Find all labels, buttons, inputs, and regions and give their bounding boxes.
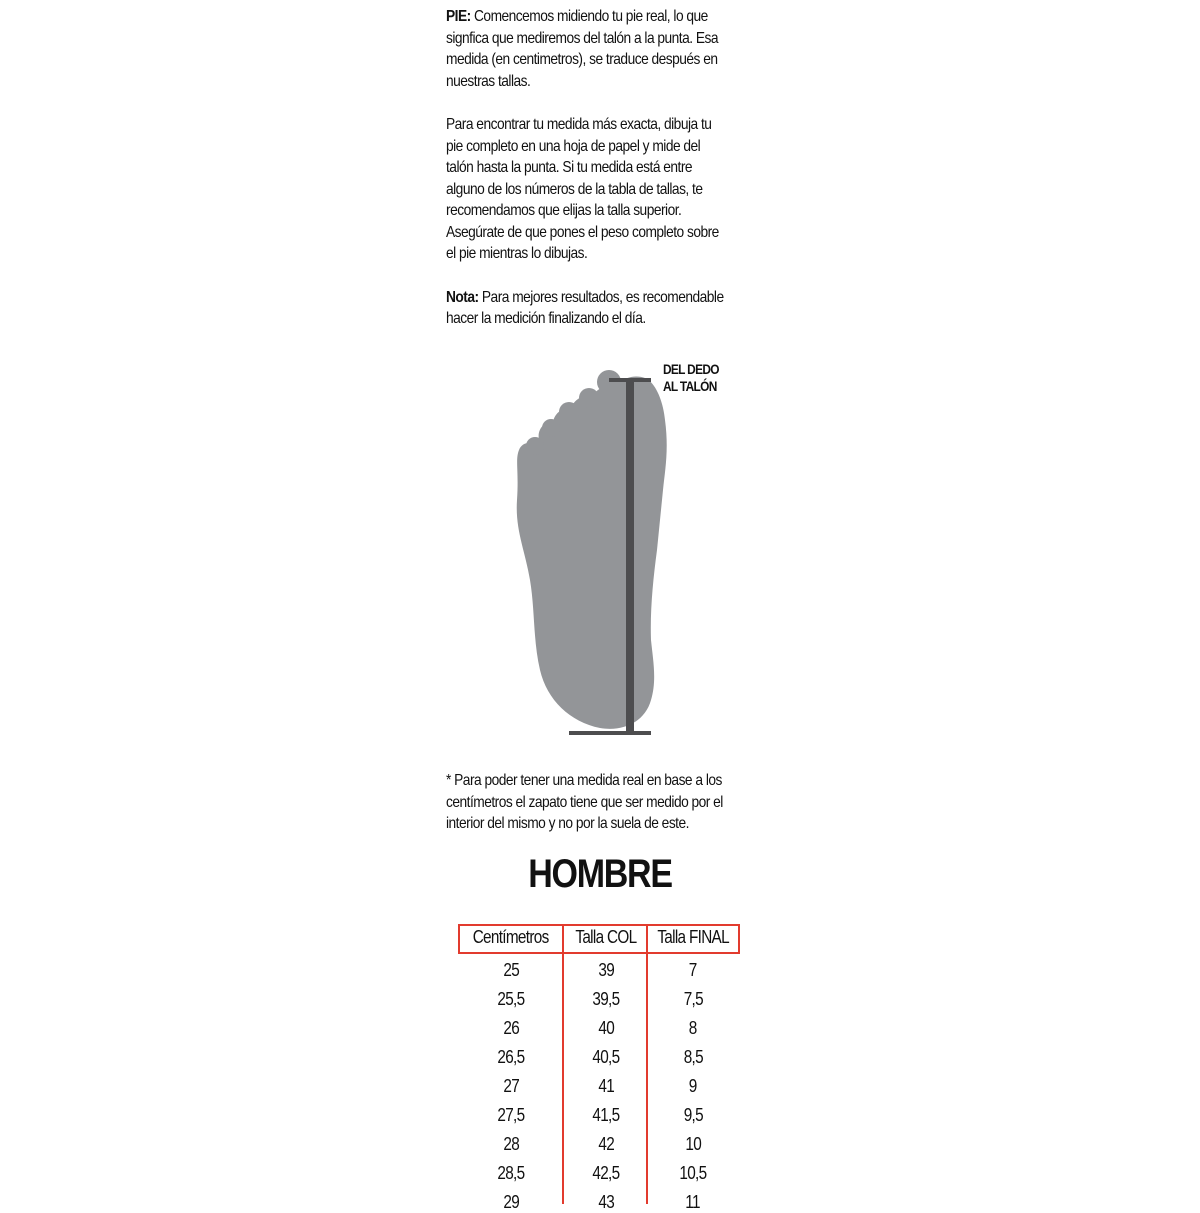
table-cell-value: 28,5: [497, 1163, 525, 1183]
table-cell: [648, 960, 738, 981]
section-title: HOMBRE: [528, 852, 672, 896]
table-cell: [458, 1163, 564, 1184]
toe-4-shape: [542, 419, 560, 437]
diagram-label: [663, 361, 757, 395]
diagram-label-line2: AL TALÓN: [663, 378, 717, 394]
table-cell: [564, 1047, 648, 1068]
table-cell: [458, 1192, 564, 1213]
table-cell: [648, 1134, 738, 1155]
table-cell: [648, 1192, 738, 1213]
table-cell-value: 42: [598, 1134, 614, 1154]
table-cell: [648, 1018, 738, 1039]
header-centimetros: [458, 927, 564, 948]
table-cell: [458, 1047, 564, 1068]
ruler-bottom-cap: [569, 731, 651, 735]
foot-shape: [517, 376, 667, 728]
note-lead: Nota:: [446, 288, 479, 306]
table-cell-value: 28: [503, 1134, 519, 1154]
table-cell: [648, 989, 738, 1010]
table-cell-value: 27,5: [497, 1105, 525, 1125]
table-cell-value: 39: [598, 960, 614, 980]
table-cell: [648, 1047, 738, 1068]
table-cell-value: 39,5: [592, 989, 620, 1009]
table-cell: [648, 1163, 738, 1184]
ruler-bar: [626, 380, 634, 734]
table-cell-value: 8,5: [683, 1047, 703, 1067]
header-talla-col-label: Talla COL: [575, 927, 637, 947]
table-cell-value: 25: [503, 960, 519, 980]
table-cell-value: 26,5: [497, 1047, 525, 1067]
table-cell-value: 9,5: [683, 1105, 703, 1125]
table-cell: [564, 1018, 648, 1039]
table-cell-value: 43: [598, 1192, 614, 1212]
intro-text: Comencemos midiendo tu pie real, lo que signfica que mediremos del talón a la punta. Esa medida (en centimetros), se traduce después en nuestras tallas.: [446, 8, 719, 90]
instructions: [446, 6, 730, 330]
table-cell: [458, 1134, 564, 1155]
table-cell: [458, 1018, 564, 1039]
table-cell: [564, 1192, 648, 1213]
footnote: * Para poder tener una medida real en base a los centímetros el zapato tiene que ser medido por el interior del mismo y no por la suela de este.: [446, 772, 723, 832]
table-cell-value: 40: [598, 1018, 614, 1038]
table-cell: [564, 1134, 648, 1155]
table-cell: [564, 1163, 648, 1184]
table-cell: [564, 960, 648, 981]
ruler-top-cap: [609, 378, 651, 382]
intro-paragraph: [446, 6, 730, 92]
table-cell: [564, 1105, 648, 1126]
table-cell: [458, 960, 564, 981]
table-cell-value: 9: [689, 1076, 697, 1096]
header-talla-col: [564, 927, 648, 948]
table-cell-value: 7,5: [683, 989, 703, 1009]
table-cell-value: 40,5: [592, 1047, 620, 1067]
note-text: Para mejores resultados, es recomendable hacer la medición finalizando el día.: [446, 288, 724, 327]
toe-5-shape: [526, 437, 544, 455]
table-cell-value: 41,5: [592, 1105, 620, 1125]
table-cell: [648, 1076, 738, 1097]
table-cell: [458, 989, 564, 1010]
header-talla-final: [648, 927, 738, 948]
toe-2-shape: [579, 388, 599, 408]
table-cell-value: 7: [689, 960, 697, 980]
table-cell-value: 27: [503, 1076, 519, 1096]
foot-diagram: [505, 360, 765, 740]
toe-3-shape: [559, 402, 579, 422]
table-cell: [564, 989, 648, 1010]
table-cell-value: 42,5: [592, 1163, 620, 1183]
note-paragraph: [446, 287, 730, 330]
table-cell-value: 41: [598, 1076, 614, 1096]
table-cell-value: 25,5: [497, 989, 525, 1009]
table-cell: [648, 1105, 738, 1126]
method-paragraph: Para encontrar tu medida más exacta, dibuja tu pie completo en una hoja de papel y mide del talón hasta la punta. Si tu medida está entre alguno de los números de la tabla de tallas, te recomendamos que elijas la talla superior. Asegúrate de que pones el peso completo sobre el pie mientras lo dibujas.: [446, 116, 719, 262]
table-cell: [458, 1105, 564, 1126]
header-talla-final-label: Talla FINAL: [657, 927, 729, 947]
foot-outline-icon: [505, 360, 765, 740]
table-cell: [564, 1076, 648, 1097]
table-cell-value: 10: [685, 1134, 701, 1154]
table-cell-value: 8: [689, 1018, 697, 1038]
intro-lead: PIE:: [446, 8, 471, 25]
table-cell-value: 10,5: [679, 1163, 707, 1183]
table-cell-value: 26: [503, 1018, 519, 1038]
table-cell: [458, 1076, 564, 1097]
table-cell-value: 11: [685, 1192, 701, 1212]
diagram-label-line1: DEL DEDO: [663, 361, 719, 377]
table-cell-value: 29: [503, 1192, 519, 1212]
header-centimetros-label: Centímetros: [473, 927, 549, 947]
